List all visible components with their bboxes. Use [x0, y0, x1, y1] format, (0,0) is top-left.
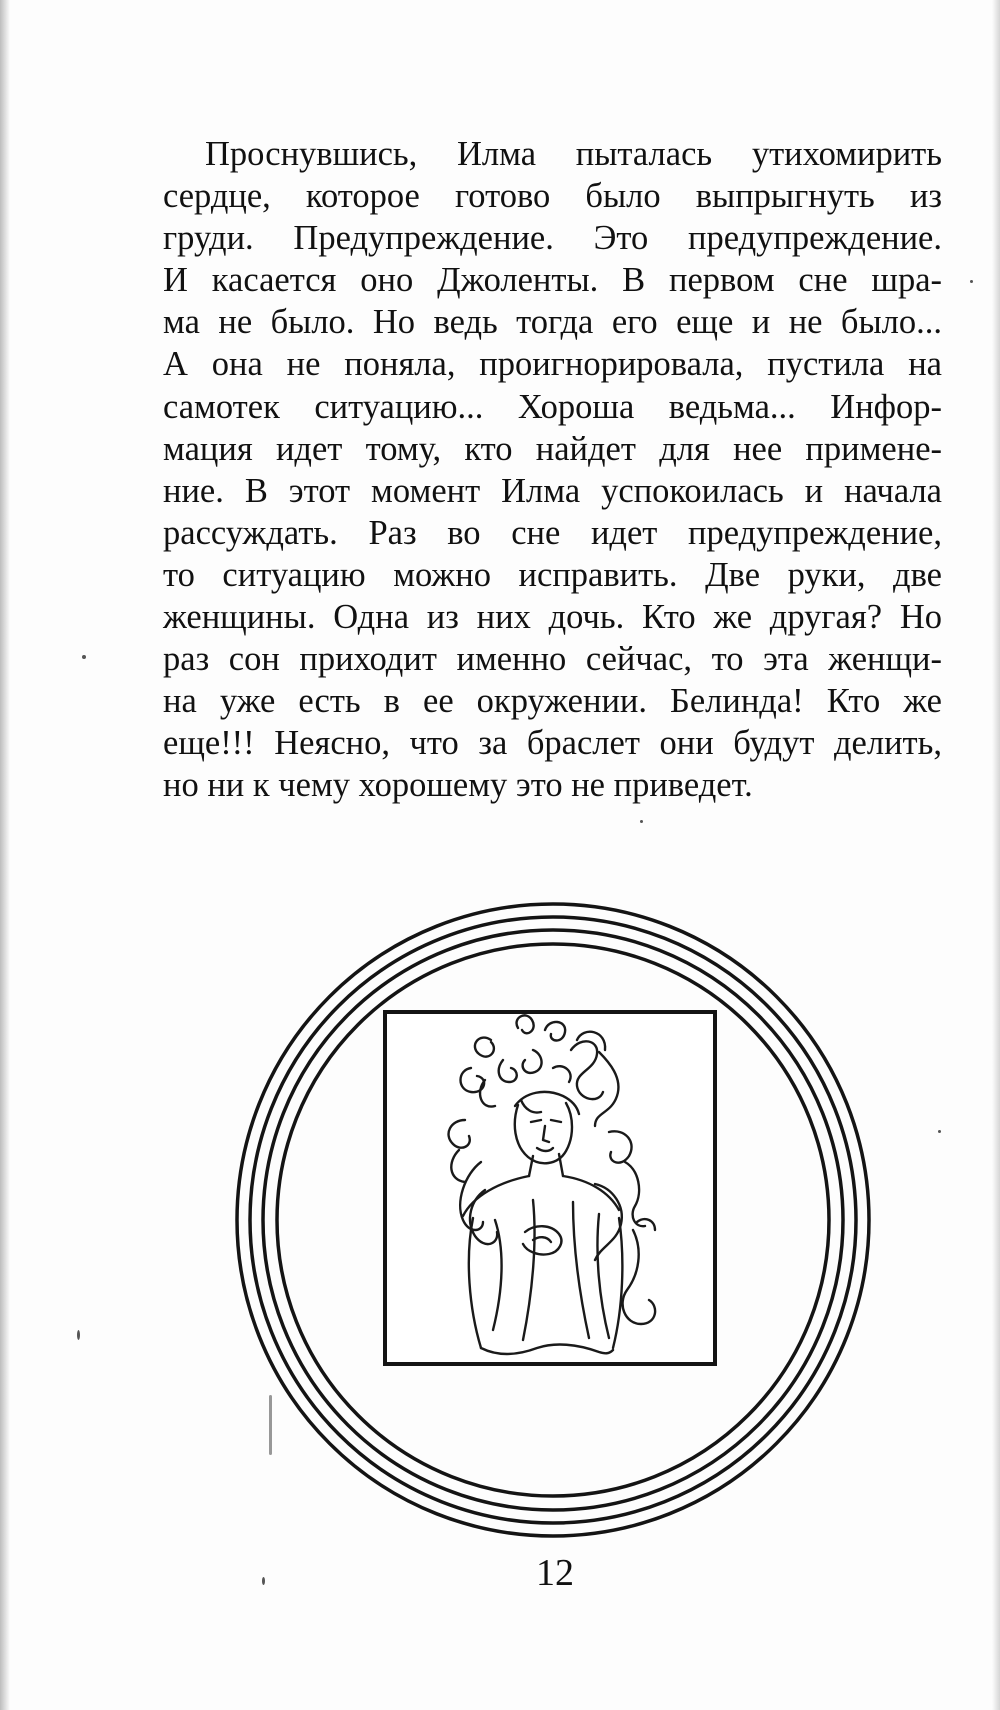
scan-speck [938, 1130, 941, 1133]
scan-speck [640, 820, 643, 823]
paragraph-line: но ни к чему хорошему это не приведет. [163, 766, 753, 805]
scan-speck [77, 1330, 80, 1340]
paragraph-line: ние. В этот момент Илма успокоилась и начала [163, 471, 942, 510]
scan-speck [82, 655, 86, 659]
paragraph-line: женщины. Одна из них дочь. Кто же другая? Но [163, 598, 942, 637]
body-paragraph [163, 133, 942, 807]
emblem-frame [385, 1012, 715, 1364]
paragraph-line: раз сон приходит именно сейчас, то эта женщи- [163, 640, 942, 679]
page-number: 12 [536, 1552, 574, 1594]
paragraph-line: еще!!! Неясно, что за браслет они будут делить, [163, 724, 942, 763]
binding-edge-shadow [0, 0, 10, 1710]
paragraph-line: Проснувшись, Илма пыталась утихомирить [205, 135, 942, 173]
paragraph-line: то ситуацию можно исправить. Две руки, две [163, 555, 942, 594]
scan-speck [970, 280, 973, 283]
page-edge-shadow [992, 0, 1000, 1710]
paragraph-line: А она не поняла, проигнорировала, пустила на [163, 345, 942, 384]
scan-speck [269, 1395, 272, 1455]
paragraph-line: груди. Предупреждение. Это предупреждение. [163, 219, 942, 258]
paragraph-line: на уже есть в ее окружении. Белинда! Кто же [163, 682, 942, 721]
paragraph-line: мация идет тому, кто найдет для нее примене- [163, 429, 942, 468]
paragraph-line: И касается оно Джоленты. В первом сне шра- [163, 261, 942, 300]
paragraph-line: рассуждать. Раз во сне идет предупреждение, [163, 513, 942, 552]
scan-speck [262, 1577, 265, 1585]
paragraph-line: сердце, которое готово было выпрыгнуть из [163, 177, 942, 216]
paragraph-line: ма не было. Но ведь тогда его еще и не было... [163, 303, 942, 342]
medusa-emblem-illustration [233, 900, 873, 1540]
paragraph-line: самотек ситуацию... Хороша ведьма... Инфор- [163, 387, 942, 426]
